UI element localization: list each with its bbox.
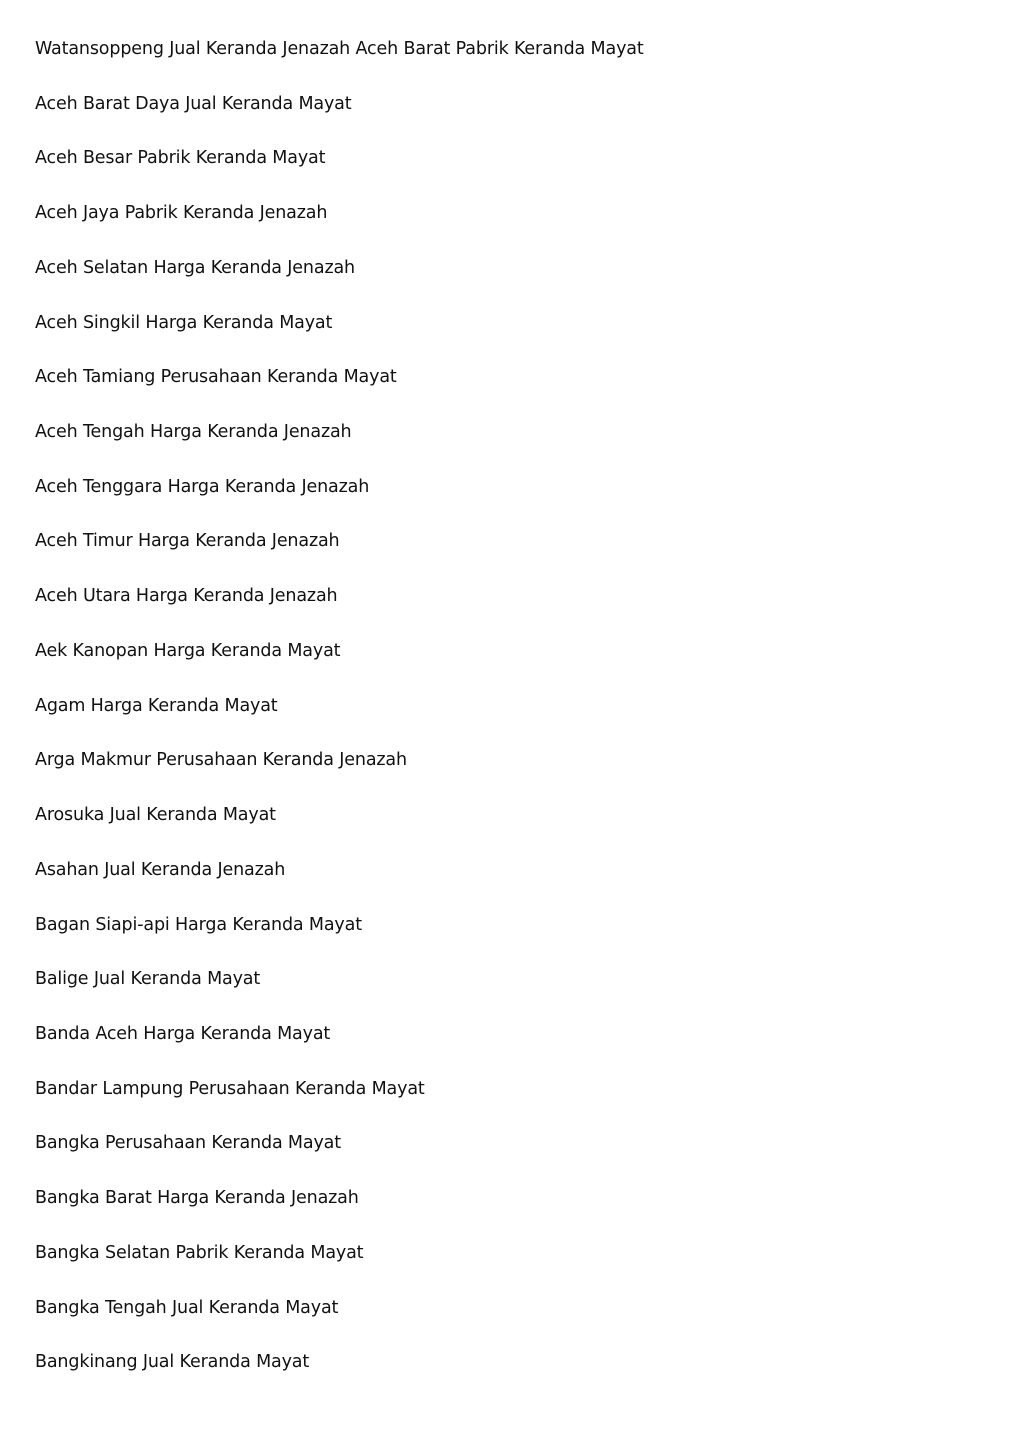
text-line: Aceh Tenggara Harga Keranda Jenazah <box>35 476 370 497</box>
text-line: Aceh Utara Harga Keranda Jenazah <box>35 586 338 607</box>
text-line: Aek Kanopan Harga Keranda Mayat <box>35 640 341 661</box>
text-line: Arga Makmur Perusahaan Keranda Jenazah <box>35 750 407 771</box>
text-line: Bangka Selatan Pabrik Keranda Mayat <box>35 1242 364 1263</box>
text-line: Bangka Perusahaan Keranda Mayat <box>35 1133 341 1154</box>
text-line: Aceh Selatan Harga Keranda Jenazah <box>35 257 355 278</box>
text-line: Aceh Tamiang Perusahaan Keranda Mayat <box>35 367 397 388</box>
text-line: Bandar Lampung Perusahaan Keranda Mayat <box>35 1078 425 1099</box>
text-line: Arosuka Jual Keranda Mayat <box>35 805 276 826</box>
text-line: Bagan Siapi-api Harga Keranda Mayat <box>35 914 362 935</box>
text-line: Bangka Tengah Jual Keranda Mayat <box>35 1297 339 1318</box>
text-line: Aceh Singkil Harga Keranda Mayat <box>35 312 333 333</box>
text-line: Aceh Jaya Pabrik Keranda Jenazah <box>35 203 328 224</box>
text-line: Agam Harga Keranda Mayat <box>35 695 278 716</box>
text-line: Aceh Besar Pabrik Keranda Mayat <box>35 148 326 169</box>
text-line: Balige Jual Keranda Mayat <box>35 969 261 990</box>
text-line: Watansoppeng Jual Keranda Jenazah Aceh Barat Pabrik Keranda Mayat <box>35 39 644 59</box>
text-line: Asahan Jual Keranda Jenazah <box>35 859 286 880</box>
text-line-list <box>35 37 995 1405</box>
text-line: Aceh Tengah Harga Keranda Jenazah <box>35 422 352 443</box>
text-line: Banda Aceh Harga Keranda Mayat <box>35 1023 331 1044</box>
text-line: Bangkinang Jual Keranda Mayat <box>35 1352 310 1373</box>
text-line: Bangka Barat Harga Keranda Jenazah <box>35 1188 359 1209</box>
text-line: Aceh Barat Daya Jual Keranda Mayat <box>35 93 352 114</box>
text-line: Aceh Timur Harga Keranda Jenazah <box>35 531 340 552</box>
